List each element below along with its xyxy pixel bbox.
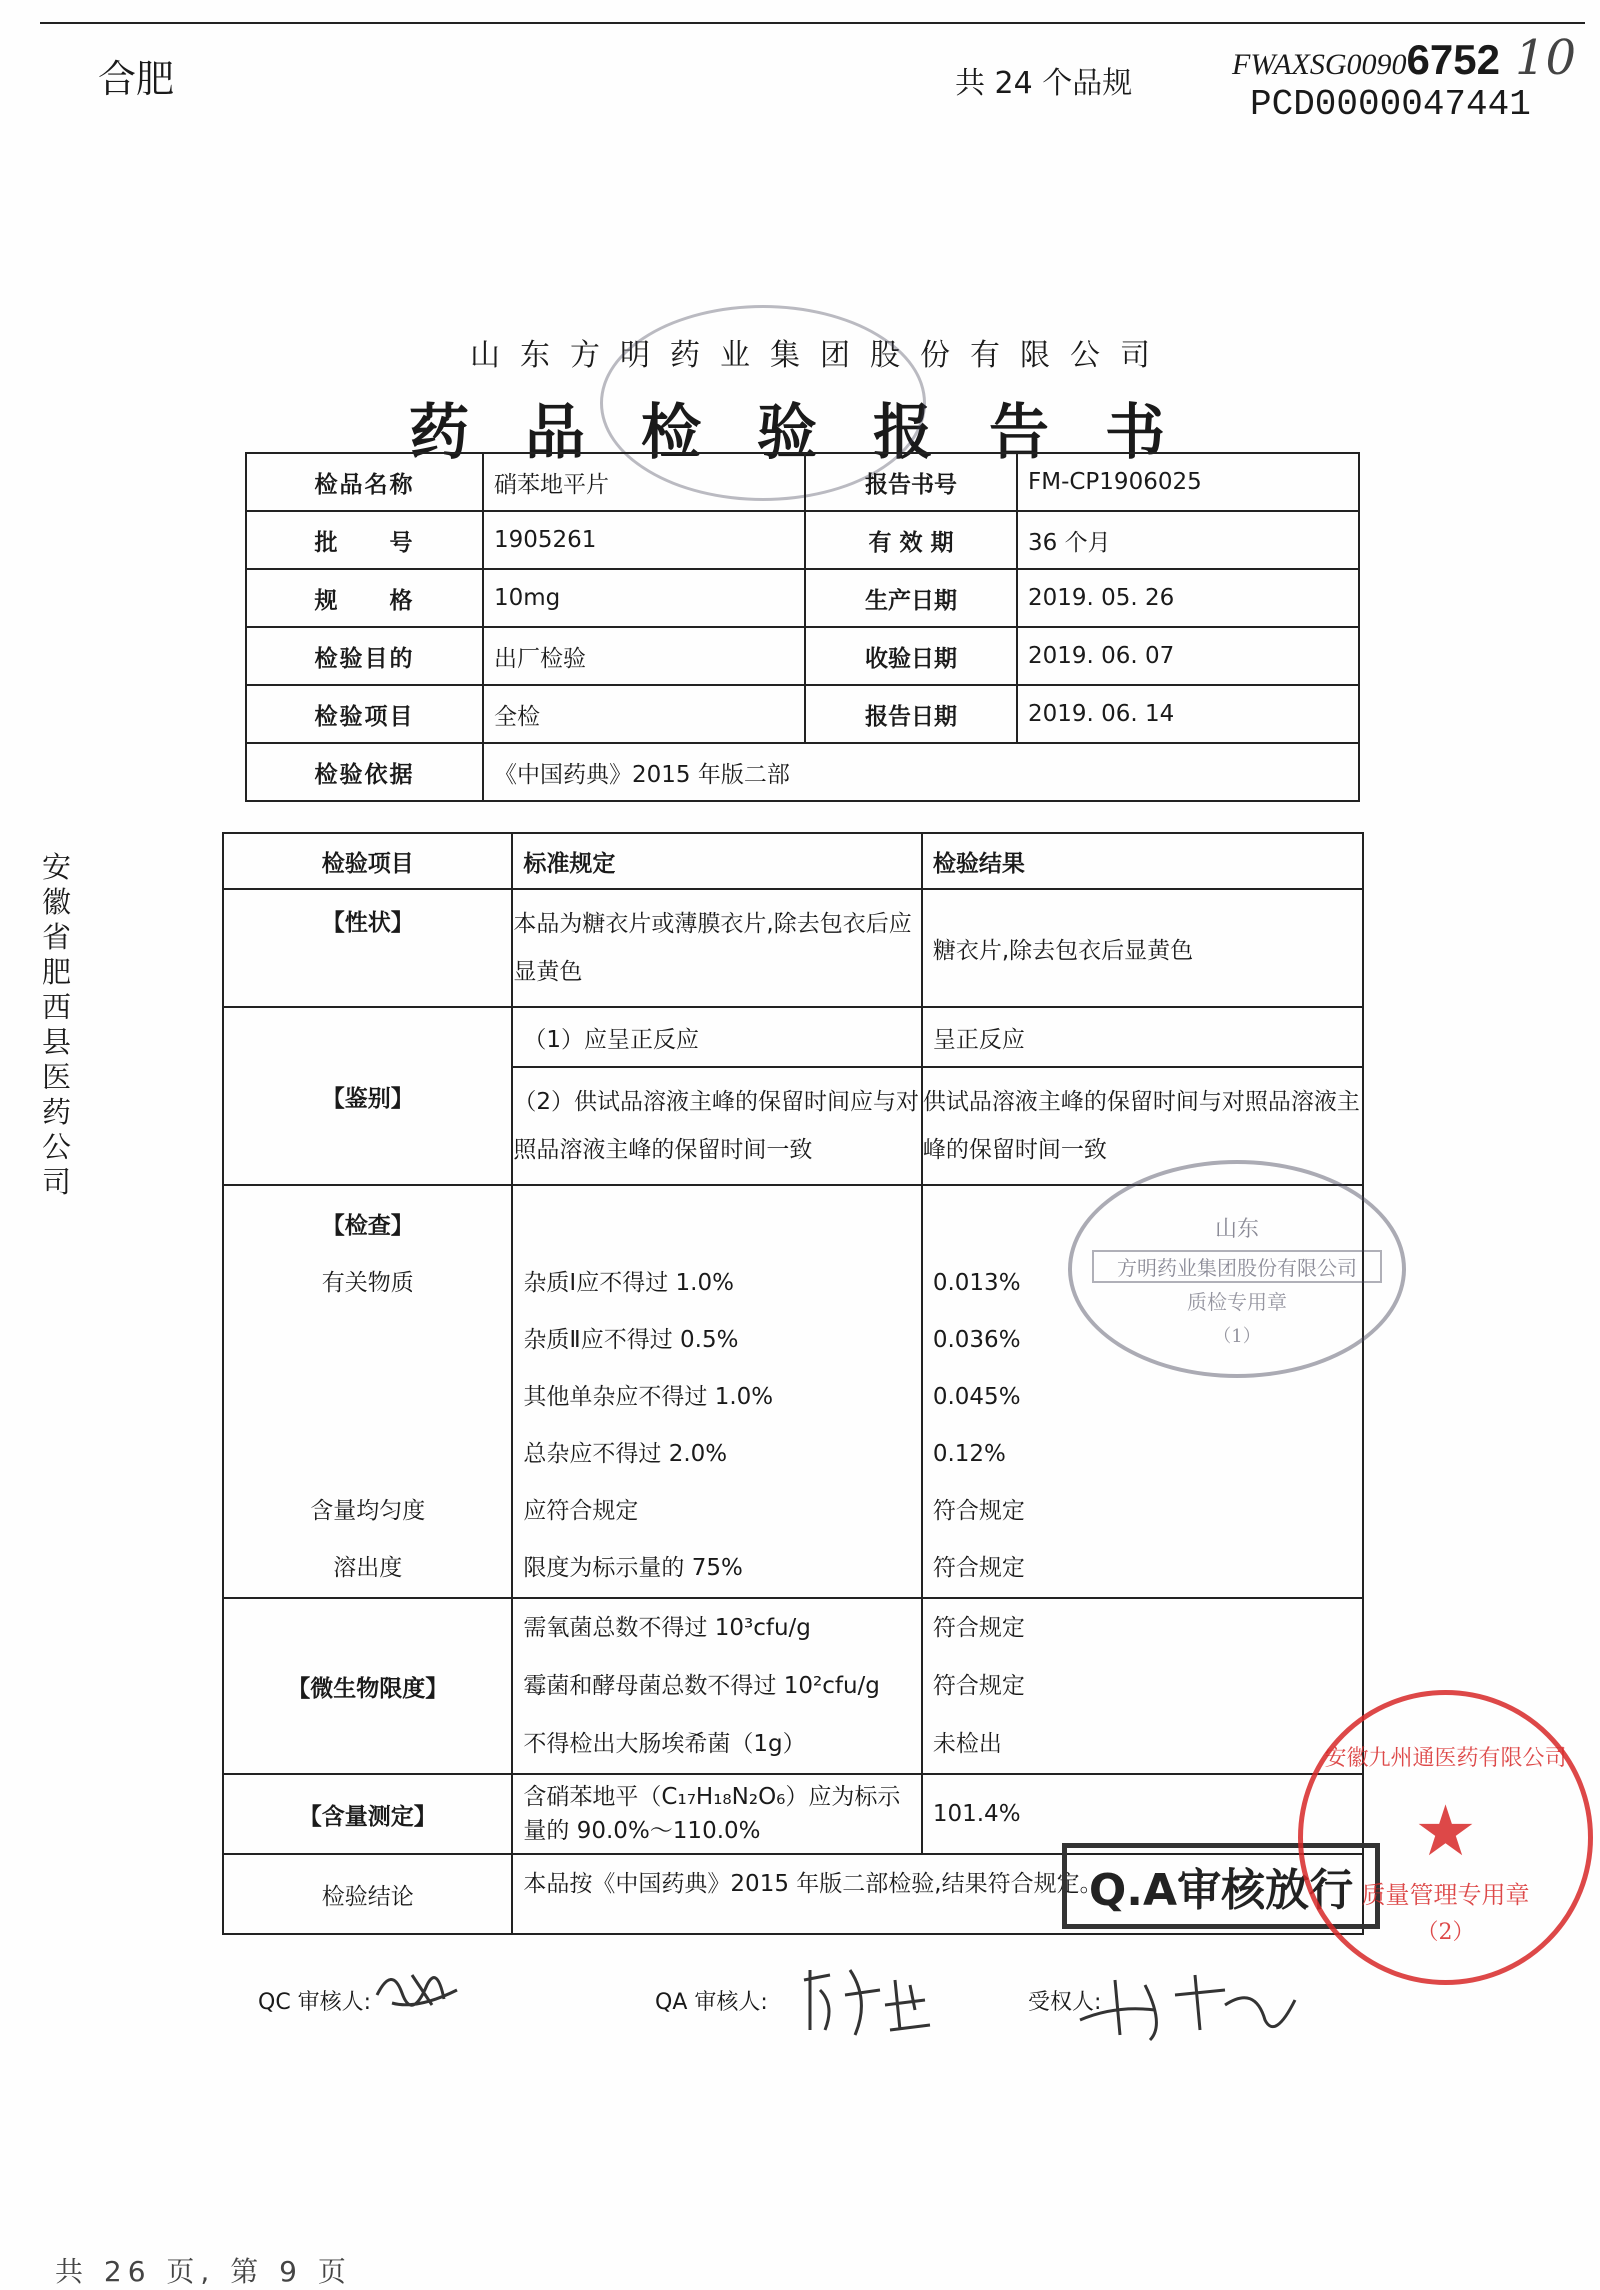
page-footer: 共 26 页, 第 9 页 — [55, 2255, 352, 2288]
items-value: 全检 — [483, 685, 805, 743]
batch-value: 1905261 — [483, 511, 805, 569]
product-name: 硝苯地平片 — [483, 453, 805, 511]
col-std-header: 标准规定 — [512, 833, 921, 889]
recv-date-label: 收验日期 — [805, 627, 1017, 685]
table-row — [246, 743, 1359, 801]
identification-label: 【鉴别】 — [223, 1007, 512, 1185]
dissolution-label: 溶出度 — [333, 1555, 403, 1581]
info-table — [245, 452, 1360, 802]
uniformity-label: 含量均匀度 — [310, 1498, 426, 1524]
table-row — [246, 453, 1359, 511]
appearance-result: 糖衣片,除去包衣后显黄色 — [922, 889, 1363, 1007]
spec-label: 规 格 — [246, 569, 483, 627]
handwritten-mark: 10 — [1515, 30, 1577, 86]
table-row — [223, 1774, 1363, 1854]
report-no-label: 报告书号 — [805, 453, 1017, 511]
imp4-std: 总杂应不得过 2.0% — [523, 1441, 728, 1467]
report-no: FM-CP1906025 — [1017, 453, 1359, 511]
purpose-label: 检验目的 — [246, 627, 483, 685]
doc-code: FWAXSG00906752 — [1232, 36, 1500, 83]
qc-signature-svg — [372, 1955, 462, 2015]
qa-stamp-text: Q.A审核放行 — [1088, 1865, 1354, 1916]
auth-signature — [1075, 1965, 1305, 2049]
table-row — [223, 1007, 1363, 1067]
report-title: 药品检验报告书 — [409, 398, 1221, 468]
dissolution-res: 符合规定 — [932, 1555, 1025, 1581]
basis-label: 检验依据 — [246, 743, 483, 801]
appearance-std: 本品为糖衣片或薄膜衣片,除去包衣后应显黄色 — [512, 889, 921, 1007]
ident-std-1: （1）应呈正反应 — [512, 1007, 921, 1067]
related-label: 有关物质 — [321, 1270, 414, 1296]
validity-label: 有 效 期 — [805, 511, 1017, 569]
micro-std-1: 需氧菌总数不得过 10³cfu/g — [523, 1615, 811, 1641]
top-rule — [40, 22, 1585, 24]
ident-res-1: 呈正反应 — [922, 1007, 1363, 1067]
stamp-usage: 质检专用章 — [1187, 1290, 1287, 1314]
report-date-label: 报告日期 — [805, 685, 1017, 743]
imp1-std: 杂质Ⅰ应不得过 1.0% — [523, 1270, 734, 1296]
ident-res-2: 供试品溶液主峰的保留时间与对照品溶液主峰的保留时间一致 — [922, 1067, 1363, 1185]
city-label: 合肥 — [98, 57, 175, 101]
checks-cell — [223, 1185, 512, 1598]
spacer — [234, 1312, 501, 1483]
assay-std: 含硝苯地平（C₁₇H₁₈N₂O₆）应为标示量的 90.0%～110.0% — [512, 1774, 921, 1854]
assay-label: 【含量测定】 — [223, 1774, 512, 1854]
micro-result-cell — [922, 1598, 1363, 1774]
table-row — [246, 627, 1359, 685]
micro-label: 【微生物限度】 — [223, 1598, 512, 1774]
product-name-label: 检品名称 — [246, 453, 483, 511]
imp3-res: 0.045% — [932, 1384, 1021, 1410]
table-row — [246, 685, 1359, 743]
appearance-label: 【性状】 — [223, 889, 512, 1007]
red-quality-stamp — [1298, 1690, 1593, 1985]
red-stamp-num: （2） — [1416, 1920, 1475, 1945]
checks-label: 【检查】 — [321, 1213, 414, 1239]
uniformity-std: 应符合规定 — [523, 1498, 639, 1524]
table-row — [223, 1598, 1363, 1774]
red-stamp-name: 安徽九州通医药有限公司 — [1324, 1746, 1567, 1771]
table-row — [246, 569, 1359, 627]
basis-value: 《中国药典》2015 年版二部 — [483, 743, 1359, 801]
imp3-std: 其他单杂应不得过 1.0% — [523, 1384, 774, 1410]
red-stamp-usage: 质量管理专用章 — [1361, 1881, 1530, 1909]
stamp-num: （1） — [1213, 1326, 1261, 1347]
prod-date-label: 生产日期 — [805, 569, 1017, 627]
item-count: 共 24 个品规 — [955, 66, 1133, 101]
ident-std-2: （2）供试品溶液主峰的保留时间应与对照品溶液主峰的保留时间一致 — [512, 1067, 921, 1185]
spacer — [523, 1198, 910, 1255]
col-item-header: 检验项目 — [223, 833, 512, 889]
qc-label: QC 审核人: — [258, 1990, 372, 2015]
spec-value: 10mg — [483, 569, 805, 627]
assay-result: 101.4% — [922, 1774, 1363, 1854]
qa-signature-svg — [800, 1950, 960, 2040]
imp1-res: 0.013% — [932, 1270, 1021, 1296]
conclusion-label: 检验结论 — [223, 1854, 512, 1934]
table-row — [223, 889, 1363, 1007]
micro-res-1: 符合规定 — [932, 1615, 1025, 1641]
results-table — [222, 832, 1364, 1935]
auth-label: 受权人: — [1028, 1990, 1102, 2015]
micro-std-3: 不得检出大肠埃希菌（1g） — [523, 1731, 806, 1757]
stamp-shandong: 山东 — [1214, 1217, 1259, 1242]
imp2-res: 0.036% — [932, 1327, 1021, 1353]
company-name: 山东方明药业集团股份有限公司 — [470, 338, 1170, 373]
qa-signature — [800, 1950, 960, 2044]
star-icon: ★ — [1414, 1790, 1477, 1872]
checks-std-cell — [512, 1185, 921, 1598]
prod-date-value: 2019. 05. 26 — [1017, 569, 1359, 627]
recv-date-value: 2019. 06. 07 — [1017, 627, 1359, 685]
qa-label: QA 审核人: — [655, 1990, 768, 2015]
validity-value: 36 个月 — [1017, 511, 1359, 569]
dissolution-std: 限度为标示量的 75% — [523, 1555, 743, 1581]
report-date-value: 2019. 06. 14 — [1017, 685, 1359, 743]
imp4-res: 0.12% — [932, 1441, 1006, 1467]
micro-res-2: 符合规定 — [932, 1673, 1025, 1699]
qc-signature — [372, 1955, 462, 2019]
imp2-std: 杂质Ⅱ应不得过 0.5% — [523, 1327, 739, 1353]
side-vertical-text: 安徽省肥西县医药公司 — [42, 850, 72, 1199]
qc-signature-block — [258, 1985, 371, 2016]
conclusion-text: 本品按《中国药典》2015 年版二部检验,结果符合规定。 — [512, 1854, 1363, 1934]
auth-signature-svg — [1075, 1965, 1305, 2045]
stamp-company: 方明药业集团股份有限公司 — [1092, 1250, 1382, 1283]
batch-label: 批 号 — [246, 511, 483, 569]
micro-res-3: 未检出 — [932, 1731, 1002, 1757]
qa-signature-block — [655, 1985, 768, 2016]
pcd-code: PCD0000047441 — [1250, 84, 1531, 125]
micro-std-2: 霉菌和酵母菌总数不得过 10²cfu/g — [523, 1673, 880, 1699]
table-header-row — [223, 833, 1363, 889]
inspection-stamp — [1068, 1160, 1406, 1378]
items-label: 检验项目 — [246, 685, 483, 743]
purpose-value: 出厂检验 — [483, 627, 805, 685]
uniformity-res: 符合规定 — [932, 1498, 1025, 1524]
table-row — [246, 511, 1359, 569]
micro-std-cell — [512, 1598, 921, 1774]
col-result-header: 检验结果 — [922, 833, 1363, 889]
